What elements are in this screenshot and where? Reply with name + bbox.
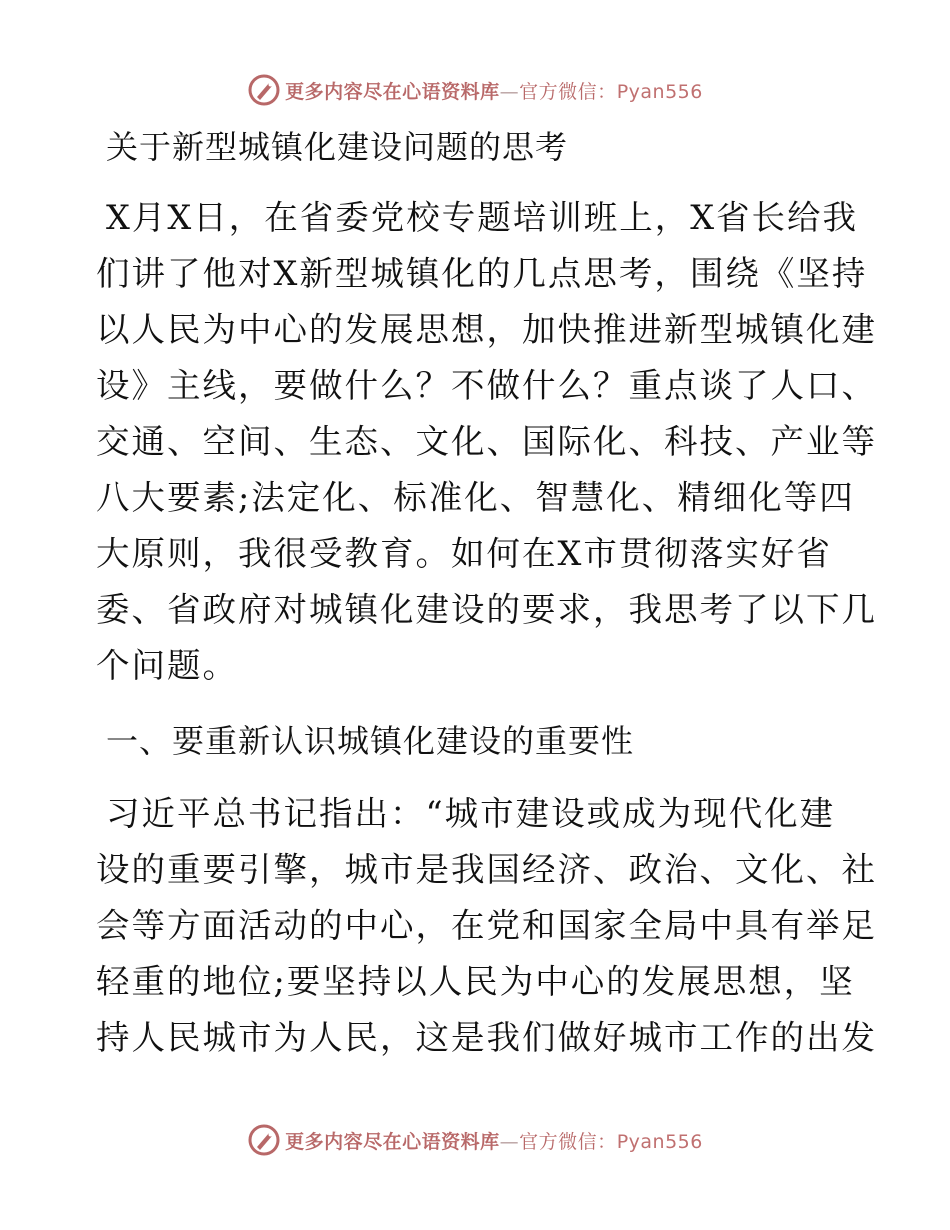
watermark-banner-bottom bbox=[0, 1120, 950, 1160]
watermark-dash: — bbox=[499, 1130, 520, 1153]
paragraph-2-line: 习近平总书记指出：“城市建设或成为现代化建 bbox=[106, 794, 836, 833]
section-heading-1: 一、要重新认识城镇化建设的重要性 bbox=[106, 722, 635, 760]
paragraph-2-line: 设的重要引擎，城市是我国经济、政治、文化、社 bbox=[96, 850, 877, 889]
watermark-text bbox=[285, 77, 703, 104]
watermark-text bbox=[285, 1127, 703, 1154]
watermark-banner-top bbox=[0, 70, 950, 110]
paragraph-1-line: 八大要素;法定化、标准化、智慧化、精细化等四 bbox=[96, 478, 855, 517]
paragraph-2 bbox=[96, 786, 877, 1066]
watermark-official: 官方微信： bbox=[519, 80, 617, 103]
watermark-dash: — bbox=[499, 80, 520, 103]
paragraph-1-line: 大原则，我很受教育。如何在X市贯彻落实好省 bbox=[96, 534, 832, 573]
paragraph-1-line: 以人民为中心的发展思想，加快推进新型城镇化建 bbox=[96, 310, 877, 349]
document-body bbox=[96, 122, 877, 1066]
watermark-account: Pyan556 bbox=[616, 1130, 703, 1153]
pen-nib-circle-icon bbox=[247, 1123, 281, 1157]
watermark-official: 官方微信： bbox=[519, 1130, 617, 1153]
document-title: 关于新型城镇化建设问题的思考 bbox=[106, 128, 569, 166]
paragraph-2-line: 轻重的地位;要坚持以人民为中心的发展思想，坚 bbox=[96, 962, 855, 1001]
paragraph-1-line: 们讲了他对X新型城镇化的几点思考，围绕《坚持 bbox=[96, 254, 868, 293]
paragraph-1-line: 委、省政府对城镇化建设的要求，我思考了以下几 bbox=[96, 590, 877, 629]
paragraph-1-line: 设》主线，要做什么？不做什么？重点谈了人口、 bbox=[96, 366, 877, 405]
paragraph-2-line: 会等方面活动的中心，在党和国家全局中具有举足 bbox=[96, 906, 877, 945]
paragraph-1 bbox=[96, 190, 877, 694]
pen-nib-circle-icon bbox=[247, 73, 281, 107]
watermark-lead: 更多内容尽在心语资料库 bbox=[285, 80, 500, 103]
paragraph-1-line: X月X日，在省委党校专题培训班上，X省长给我 bbox=[106, 198, 859, 237]
watermark-lead: 更多内容尽在心语资料库 bbox=[285, 1130, 500, 1153]
watermark-account: Pyan556 bbox=[616, 80, 703, 103]
paragraph-1-line: 交通、空间、生态、文化、国际化、科技、产业等 bbox=[96, 422, 877, 461]
paragraph-2-line: 持人民城市为人民，这是我们做好城市工作的出发 bbox=[96, 1018, 877, 1057]
paragraph-1-line: 个问题。 bbox=[96, 646, 238, 685]
